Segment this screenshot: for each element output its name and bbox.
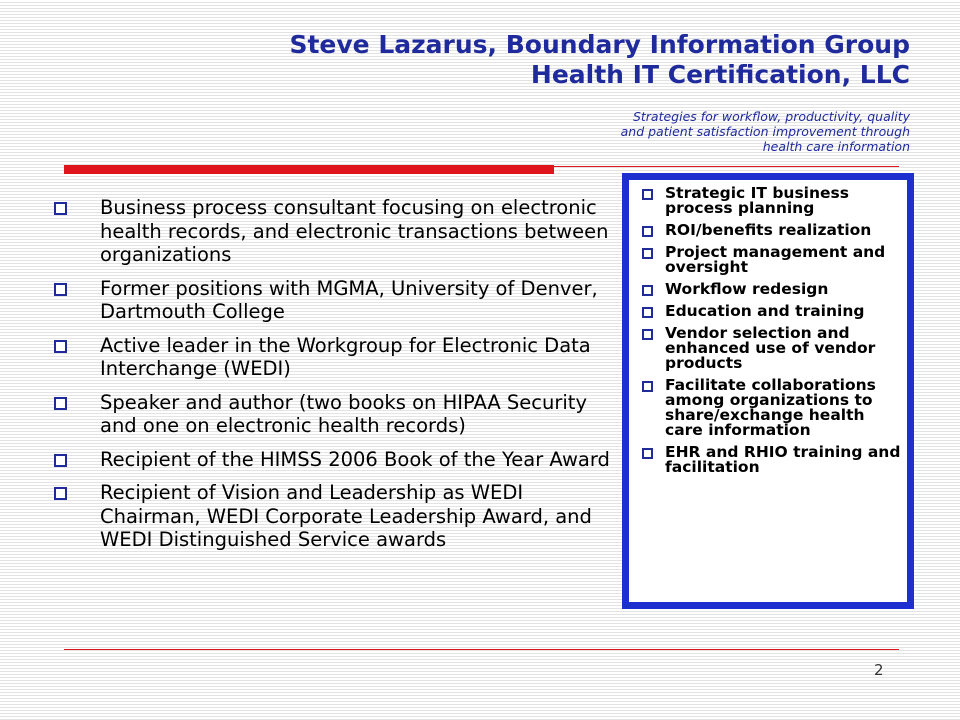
main-bullet-item	[50, 277, 610, 324]
square-bullet-icon	[54, 202, 67, 215]
red-rule-top	[554, 166, 899, 167]
main-bullet-text: Speaker and author (two books on HIPAA Security and one on electronic health records)	[100, 390, 587, 437]
title-line-1: Steve Lazarus, Boundary Information Group	[289, 30, 910, 59]
subtitle-line-3: health care information	[762, 139, 910, 154]
square-bullet-icon	[642, 329, 653, 340]
slide-title	[289, 30, 910, 90]
service-text: Project management and oversight	[665, 243, 886, 276]
service-item	[639, 223, 901, 238]
square-bullet-icon	[642, 285, 653, 296]
main-bullet-text: Active leader in the Workgroup for Electronic Data Interchange (WEDI)	[100, 333, 591, 380]
title-line-2: Health IT Certification, LLC	[530, 60, 910, 89]
slide-number: 2	[874, 661, 884, 679]
service-text: Strategic IT business process planning	[665, 184, 849, 217]
services-list	[639, 186, 901, 482]
slide-subtitle	[621, 109, 910, 154]
service-item	[639, 245, 901, 275]
service-text: ROI/benefits realization	[665, 221, 872, 239]
main-bullet-text: Business process consultant focusing on electronic health records, and electronic transactions between organizations	[100, 196, 609, 266]
subtitle-line-2: and patient satisfaction improvement through	[620, 124, 910, 139]
red-accent-bar	[64, 165, 554, 174]
service-item	[639, 186, 901, 216]
main-bullet-text: Former positions with MGMA, University of Denver, Dartmouth College	[100, 276, 598, 323]
square-bullet-icon	[642, 189, 653, 200]
subtitle-line-1: Strategies for workflow, productivity, quality	[632, 109, 910, 124]
square-bullet-icon	[54, 283, 67, 296]
square-bullet-icon	[54, 397, 67, 410]
main-bullet-item	[50, 481, 610, 552]
service-text: EHR and RHIO training and facilitation	[665, 443, 901, 476]
main-bullet-text: Recipient of the HIMSS 2006 Book of the Year Award	[100, 447, 610, 471]
service-item	[639, 445, 901, 475]
service-item	[639, 378, 901, 438]
square-bullet-icon	[54, 487, 67, 500]
services-box	[622, 173, 914, 609]
service-text: Education and training	[665, 302, 865, 320]
square-bullet-icon	[54, 340, 67, 353]
service-text: Vendor selection and enhanced use of vendor products	[665, 324, 876, 372]
main-bullet-item	[50, 391, 610, 438]
red-rule-bottom	[64, 649, 899, 650]
main-bullet-list	[50, 196, 610, 562]
main-bullet-item	[50, 334, 610, 381]
square-bullet-icon	[642, 448, 653, 459]
square-bullet-icon	[642, 248, 653, 259]
square-bullet-icon	[642, 226, 653, 237]
service-item	[639, 282, 901, 297]
main-bullet-item	[50, 448, 610, 472]
service-item	[639, 326, 901, 371]
main-bullet-item	[50, 196, 610, 267]
service-text: Workflow redesign	[665, 280, 829, 298]
square-bullet-icon	[642, 307, 653, 318]
main-bullet-text: Recipient of Vision and Leadership as WEDI Chairman, WEDI Corporate Leadership Award, and WEDI Distinguished Service awards	[100, 481, 592, 551]
service-text: Facilitate collaborations among organizations to share/exchange health care information	[665, 376, 876, 439]
service-item	[639, 304, 901, 319]
square-bullet-icon	[642, 381, 653, 392]
square-bullet-icon	[54, 454, 67, 467]
